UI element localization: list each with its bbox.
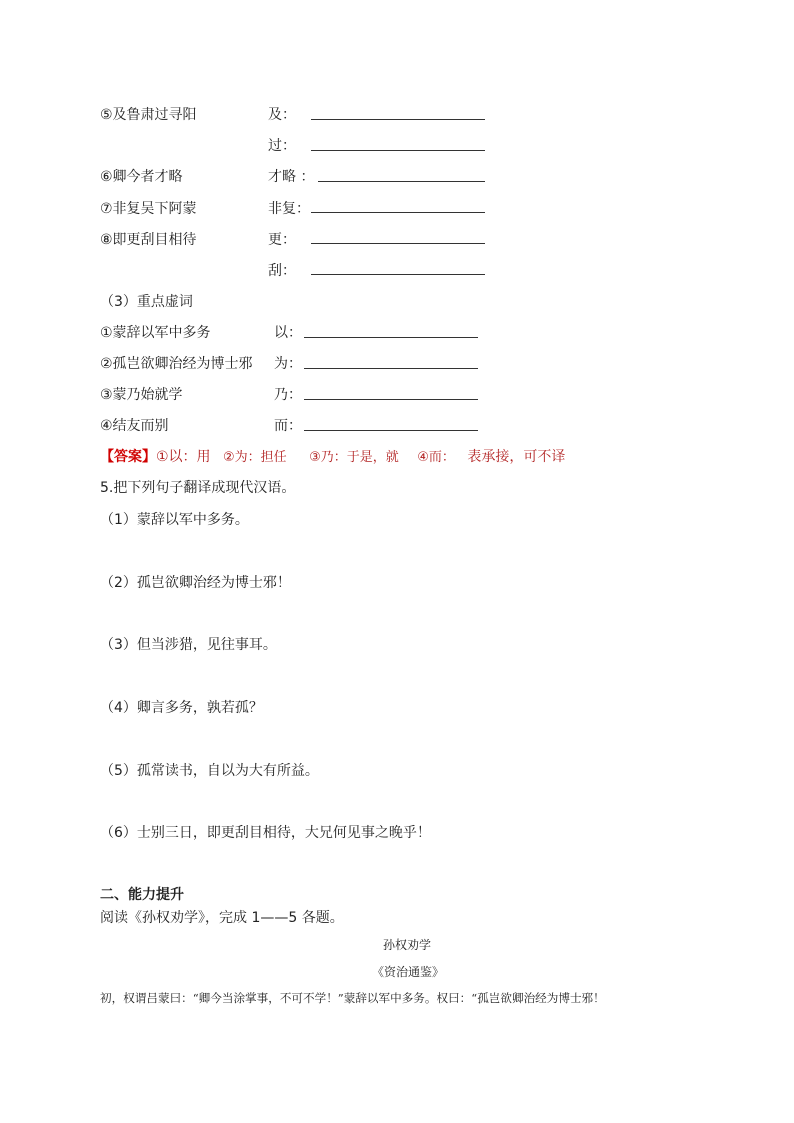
translation-item: （2）孤岂欲卿治经为博士邪！ [100,575,291,591]
vocab-phrase: ⑧即更刮目相待 [100,232,197,248]
passage-text: 初，权谓吕蒙曰：“卿今当涂掌事，不可不学！”蒙辞以军中多务。权曰：“孤岂欲卿治经为博士邪！ [100,991,605,1005]
function-word: 乃： [274,387,302,403]
answer-blank[interactable] [311,119,485,120]
section-heading: （3）重点虚词 [100,294,193,310]
section-2-heading: 二、能力提升 [100,887,184,903]
passage-source: 《资治通鉴》 [372,965,445,979]
translation-item: （4）卿言多务，孰若孤？ [100,700,263,716]
function-word: 而： [274,418,302,434]
passage-title: 孙权劝学 [383,938,432,952]
translation-item: （5）孤常读书，自以为大有所益。 [100,763,319,779]
answer-item: 表承接，可不译 [467,449,566,465]
answer-blank[interactable] [304,399,478,400]
answer-item: ④而： [417,450,455,465]
function-word: 为： [274,356,302,372]
vocab-word: 及： [268,107,296,123]
vocab-word: 过： [268,138,296,154]
translation-item: （1）蒙辞以军中多务。 [100,512,249,528]
vocab-phrase: ⑥卿今者才略 [100,169,183,185]
function-phrase: ②孤岂欲卿治经为博士邪 [100,356,253,372]
answer-item: ①以：用 [156,449,211,465]
answer-blank[interactable] [304,430,478,431]
answer-item: ③乃：于是，就 [309,450,399,465]
answer-blank[interactable] [311,243,485,244]
question-5-title: 5.把下列句子翻译成现代汉语。 [100,480,296,496]
function-phrase: ④结友而别 [100,418,169,434]
answer-blank[interactable] [304,337,478,338]
answer-blank[interactable] [318,181,485,182]
answer-tag: 【答案】 [100,449,156,465]
translation-item: （6）士别三日，即更刮目相待，大兄何见事之晚乎！ [100,825,431,841]
vocab-phrase: ⑤及鲁肃过寻阳 [100,107,197,123]
translation-item: （3）但当涉猎，见往事耳。 [100,637,277,653]
vocab-word: 更： [268,232,296,248]
function-phrase: ③蒙乃始就学 [100,387,183,403]
vocab-word: 刮： [268,263,296,279]
answer-blank[interactable] [311,212,485,213]
function-word: 以： [274,325,302,341]
vocab-word: 非复： [268,201,310,217]
answer-blank[interactable] [311,274,485,275]
vocab-phrase: ⑦非复吴下阿蒙 [100,201,197,217]
answer-blank[interactable] [311,150,485,151]
section-2-instruction: 阅读《孙权劝学》，完成 1——5 各题。 [100,910,344,926]
answer-blank[interactable] [304,368,478,369]
answer-line [100,446,565,466]
vocab-word: 才略 ： [268,169,315,185]
function-phrase: ①蒙辞以军中多务 [100,325,211,341]
answer-item: ②为：担任 [223,450,287,465]
